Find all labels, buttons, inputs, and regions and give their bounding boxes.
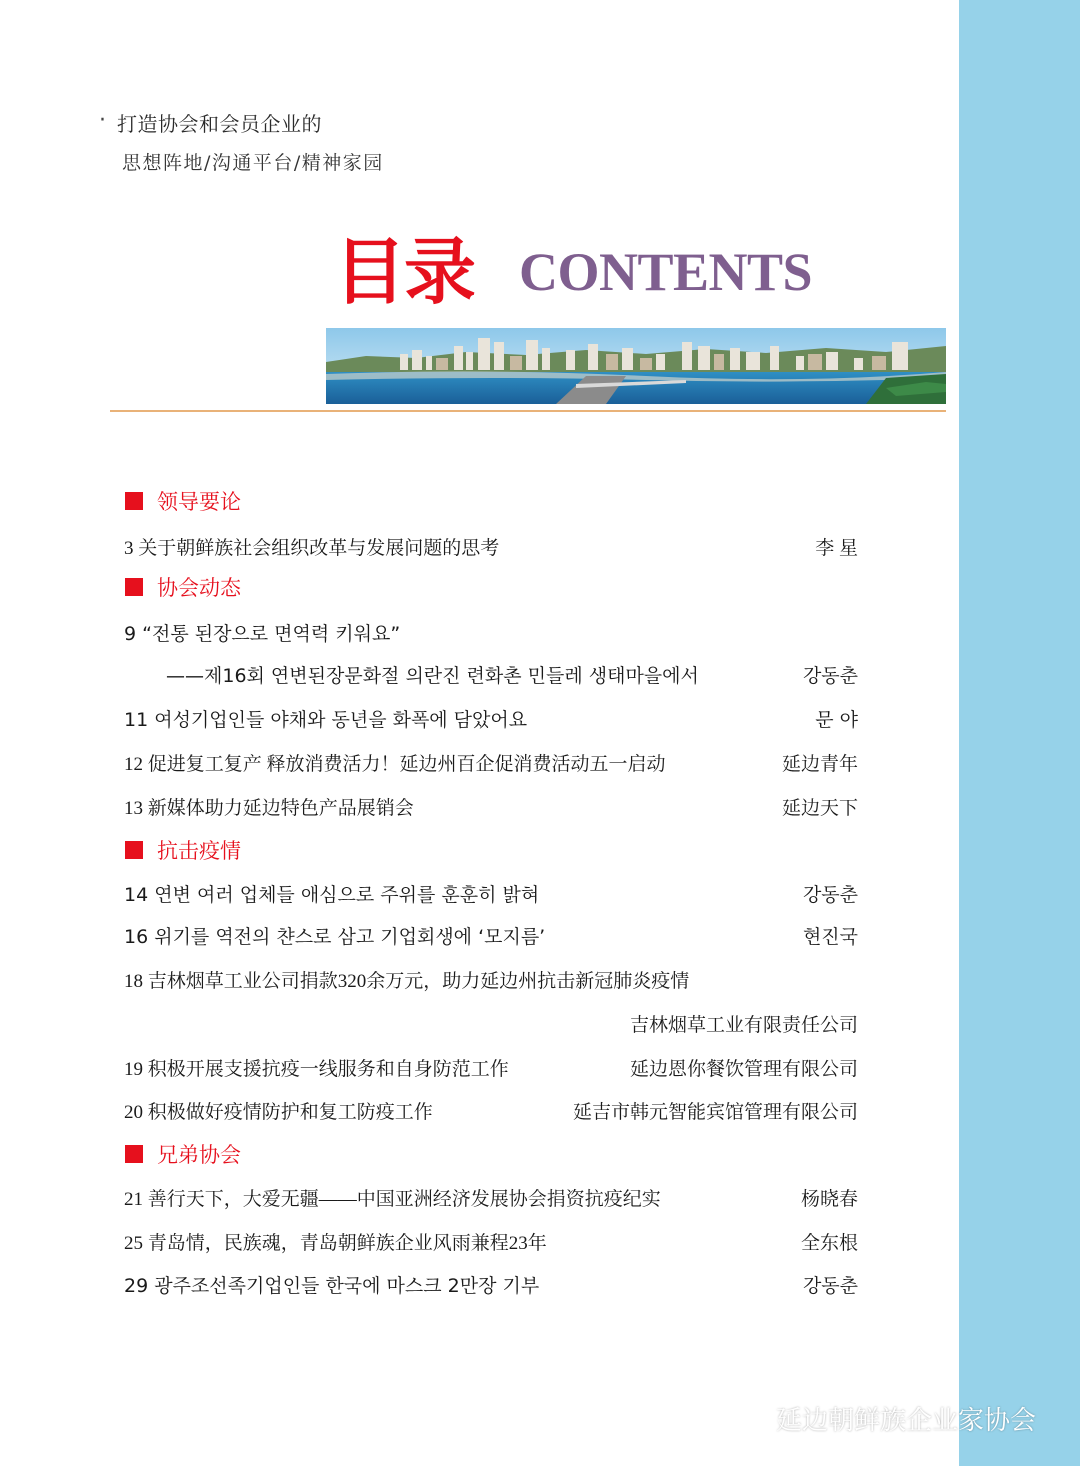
section-marker (125, 578, 143, 596)
toc-entry-title[interactable]: 13 新媒体助力延边特色产品展销会 (124, 798, 414, 819)
watermark-account-name: 延边朝鲜族企业家协会 (776, 1405, 1037, 1436)
toc-entry-author: 延吉市韩元智能宾馆管理有限公司 (572, 1102, 858, 1123)
toc-entry-author: 延边天下 (781, 798, 858, 819)
side-color-band (959, 0, 1080, 1466)
toc-entry-title[interactable]: 25 青岛情，民族魂，青岛朝鲜族企业风雨兼程23年 (124, 1233, 547, 1254)
city-skyline-banner (326, 328, 946, 404)
wechat-watermark (724, 1398, 1036, 1438)
toc-entry-author: 吉林烟草工业有限责任公司 (629, 1015, 858, 1036)
contents-title-chinese: 目录 (334, 230, 475, 314)
toc-entry-author: 강동춘 (802, 665, 858, 687)
toc-entry-title[interactable]: 9 “전통 된장으로 면역력 키워요” (124, 623, 401, 645)
toc-entry-title[interactable]: 11 여성기업인들 야채와 동년을 화폭에 담았어요 (124, 709, 528, 731)
section-heading (125, 1139, 241, 1169)
toc-entry-title[interactable]: 3 关于朝鲜族社会组织改革与发展问题的思考 (124, 538, 500, 559)
section-marker (125, 841, 143, 859)
section-heading (125, 835, 241, 865)
wechat-icon (724, 1398, 768, 1439)
section-label: 兄弟协会 (157, 1143, 241, 1167)
slogan-line-2: 思想阵地/沟通平台/精神家园 (122, 152, 384, 174)
header-divider (110, 410, 946, 412)
skyline-image (326, 328, 946, 404)
section-label: 领导要论 (157, 490, 241, 514)
toc-entry-subtitle[interactable]: ——제16회 연변된장문화절 의란진 련화촌 민들레 생태마을에서 (166, 665, 699, 687)
toc-entry-title[interactable]: 29 광주조선족기업인들 한국에 마스크 2만장 기부 (124, 1275, 540, 1297)
toc-entry-title[interactable]: 19 积极开展支援抗疫一线服务和自身防范工作 (124, 1059, 509, 1080)
toc-entry-title[interactable]: 21 善行天下，大爱无疆——中国亚洲经济发展协会捐资抗疫纪实 (124, 1189, 661, 1210)
toc-entry-author: 현진국 (802, 926, 858, 948)
toc-entry-author: 李 星 (815, 538, 858, 559)
toc-entry-title[interactable]: 20 积极做好疫情防护和复工防疫工作 (124, 1102, 433, 1123)
toc-entry-author: 강동춘 (802, 884, 858, 906)
toc-entry-author: 延边恩你餐饮管理有限公司 (629, 1059, 858, 1080)
toc-entry-author: 문 야 (815, 709, 858, 731)
slogan-line-1: 打造协会和会员企业的 (117, 112, 322, 136)
toc-entry-author: 강동춘 (802, 1275, 858, 1297)
toc-entry-author: 杨晓春 (800, 1189, 858, 1210)
toc-entry-author: 延边青年 (781, 754, 858, 775)
contents-title-english: CONTENTS (519, 242, 813, 302)
section-label: 抗击疫情 (157, 839, 241, 863)
section-heading (125, 486, 241, 516)
section-heading (125, 572, 241, 602)
toc-entry-title[interactable]: 12 促进复工复产 释放消费活力！延边州百企促消费活动五一启动 (124, 754, 666, 775)
toc-entry-title[interactable]: 18 吉林烟草工业公司捐款320余万元，助力延边州抗击新冠肺炎疫情 (124, 971, 690, 992)
section-label: 协会动态 (157, 576, 241, 600)
toc-entry-title[interactable]: 14 연변 여러 업체들 애심으로 주위를 훈훈히 밝혀 (124, 884, 540, 906)
slogan-bullet: · (99, 108, 106, 133)
section-marker (125, 1145, 143, 1163)
section-marker (125, 492, 143, 510)
toc-entry-author: 全东根 (800, 1233, 858, 1254)
toc-entry-title[interactable]: 16 위기를 역전의 챤스로 삼고 기업회생에 ‘모지름’ (124, 926, 546, 948)
